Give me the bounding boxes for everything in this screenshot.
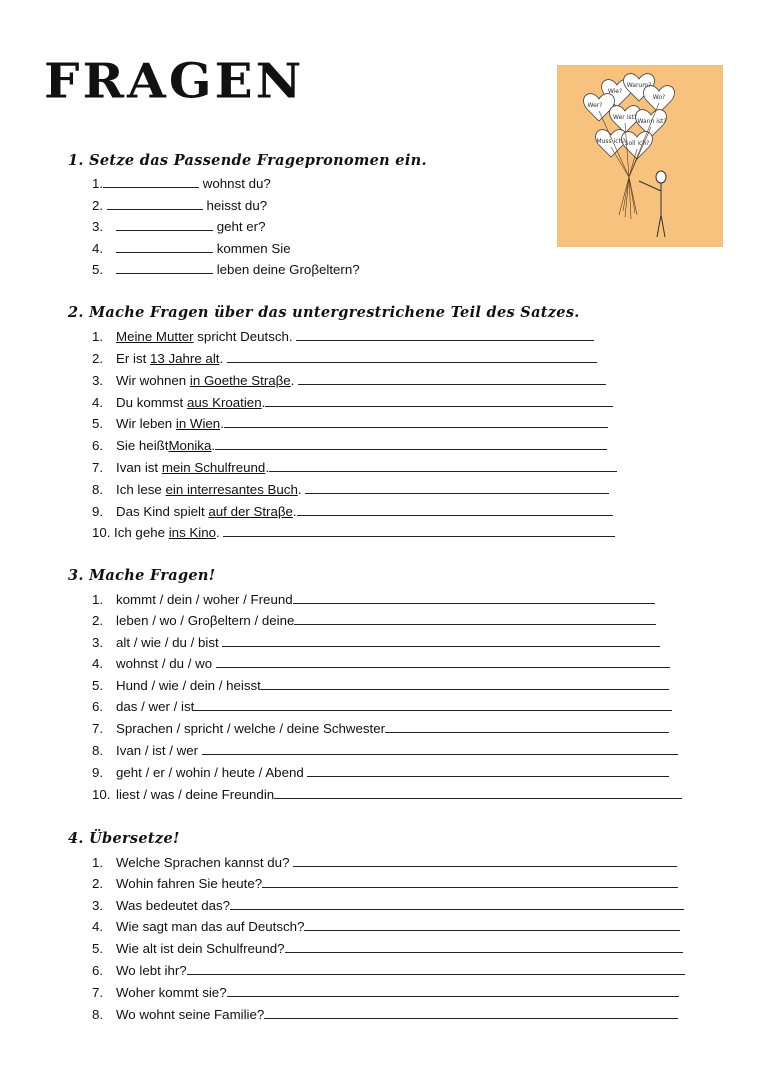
item-text-pre: Du kommst: [116, 395, 187, 410]
answer-blank[interactable]: [305, 480, 609, 494]
item-text: kommt / dein / woher / Freund: [116, 592, 293, 607]
answer-blank[interactable]: [215, 436, 607, 450]
item-text: liest / was / deine Freundin: [116, 787, 275, 802]
answer-blank[interactable]: [194, 697, 672, 711]
item-text-pre: Wir wohnen: [116, 373, 190, 388]
item-text-post: .: [265, 460, 270, 475]
answer-blank[interactable]: [261, 676, 669, 690]
answer-blank[interactable]: [304, 917, 680, 931]
item-number: 7.: [92, 721, 104, 736]
item-text: geht / er / wohin / heute / Abend: [116, 765, 308, 780]
item-number: 7.: [92, 460, 104, 475]
answer-blank[interactable]: [296, 327, 594, 341]
item-text: Hund / wie / dein / heisst: [116, 678, 261, 693]
item-text-post: .: [292, 504, 297, 519]
item-text-post: .: [220, 416, 224, 431]
answer-blank[interactable]: [103, 174, 199, 188]
item-number: 1.: [92, 592, 104, 607]
item-text: Ivan / ist / wer: [116, 743, 202, 758]
item-number: 7.: [92, 985, 104, 1000]
page-title: FRAGEN: [44, 52, 305, 109]
underlined-part: Meine Mutter: [116, 329, 194, 344]
answer-blank[interactable]: [222, 633, 660, 647]
balloon-word: Wer ist?: [613, 114, 637, 121]
item-text: Sprachen / spricht / welche / deine Schwester: [116, 721, 386, 736]
answer-blank[interactable]: [116, 260, 213, 274]
answer-blank[interactable]: [107, 196, 203, 210]
item-text: Was bedeutet das?: [116, 898, 231, 913]
item-text-post: .: [219, 351, 227, 366]
answer-blank[interactable]: [264, 1005, 678, 1019]
item-text: Wohin fahren Sie heute?: [116, 876, 263, 891]
item-number: 1.: [92, 329, 104, 344]
underlined-part: in Goethe Straβe: [189, 373, 291, 388]
balloon-word: Wann ist?: [637, 118, 667, 125]
item-text: Wo lebt ihr?: [116, 963, 187, 978]
item-text: kommen Sie: [213, 241, 291, 256]
answer-blank[interactable]: [307, 763, 669, 777]
balloon-word: Wo?: [652, 94, 666, 101]
item-text: Woher kommt sie?: [116, 985, 227, 1000]
item-number: 5.: [92, 941, 104, 956]
item-text-pre: Das Kind spielt: [116, 504, 209, 519]
underlined-part: mein Schulfreund: [161, 460, 266, 475]
item-number: 8.: [92, 482, 104, 497]
item-number: 4.: [92, 395, 104, 410]
balloon-word: Wie?: [607, 88, 623, 95]
item-number: 10.: [92, 787, 111, 802]
item-text: wohnst / du / wo: [116, 656, 216, 671]
balloon-hearts-drawing: [557, 65, 723, 247]
answer-blank[interactable]: [223, 523, 615, 537]
item-text: wohnst du?: [199, 176, 271, 191]
item-number: 8.: [92, 743, 104, 758]
item-number: 3.: [92, 635, 104, 650]
answer-blank[interactable]: [202, 741, 678, 755]
item-text: Wie alt ist dein Schulfreund?: [116, 941, 285, 956]
item-text-pre: Ivan ist: [116, 460, 162, 475]
underlined-part: ins Kino: [168, 525, 217, 540]
item-number: 1.: [92, 855, 104, 870]
item-text-pre: Sie heißt: [116, 438, 169, 453]
item-number: 3.: [92, 373, 104, 388]
underlined-part: in Wien: [175, 416, 221, 431]
answer-blank[interactable]: [262, 874, 678, 888]
balloon-word: Muss ich?: [596, 138, 626, 145]
answer-blank[interactable]: [265, 393, 613, 407]
item-number: 6.: [92, 963, 104, 978]
item-number: 10.: [92, 525, 111, 540]
item-text: Wo wohnt seine Familie?: [116, 1007, 265, 1022]
balloon-word: Wer?: [587, 102, 603, 109]
section-2-heading: 2. Mache Fragen über das untergrestrichene Teil des Satzes.: [68, 304, 580, 321]
item-number: 2.: [92, 198, 104, 213]
item-text-pre: Wir leben: [116, 416, 176, 431]
item-number: 6.: [92, 699, 104, 714]
answer-blank[interactable]: [293, 853, 677, 867]
item-number: 3.: [92, 219, 104, 234]
answer-blank[interactable]: [230, 896, 684, 910]
item-text-post: .: [261, 395, 266, 410]
item-text: Welche Sprachen kannst du?: [116, 855, 294, 870]
underlined-part: 13 Jahre alt: [149, 351, 220, 366]
item-number: 1.: [92, 176, 104, 191]
item-number: 3.: [92, 898, 104, 913]
underlined-part: ein interresantes Buch: [165, 482, 298, 497]
item-number: 5.: [92, 416, 104, 431]
balloon-word: Soll ich?: [624, 140, 650, 147]
answer-blank[interactable]: [298, 371, 606, 385]
item-text-post: .: [211, 438, 216, 453]
answer-blank[interactable]: [297, 502, 613, 516]
item-text-post: .: [290, 373, 299, 388]
item-number: 4.: [92, 656, 104, 671]
answer-blank[interactable]: [285, 939, 683, 953]
balloon-hearts-illustration: [557, 65, 723, 247]
item-number: 8.: [92, 1007, 104, 1022]
section-1-heading: 1. Setze das Passende Fragepronomen ein.: [68, 152, 427, 169]
item-text: Wie sagt man das auf Deutsch?: [116, 919, 305, 934]
answer-blank[interactable]: [227, 349, 597, 363]
item-number: 9.: [92, 504, 104, 519]
item-text-pre: Ich gehe: [114, 525, 169, 540]
answer-blank[interactable]: [227, 983, 679, 997]
section-4-heading: 4. Übersetze!: [68, 830, 180, 847]
answer-blank[interactable]: [116, 239, 213, 253]
item-text: alt / wie / du / bist: [116, 635, 223, 650]
item-number: 6.: [92, 438, 104, 453]
item-text-pre: Er ist: [116, 351, 150, 366]
answer-blank[interactable]: [274, 785, 682, 799]
item-number: 2.: [92, 613, 104, 628]
item-number: 5.: [92, 262, 104, 277]
underlined-part: Monika: [168, 438, 212, 453]
answer-blank[interactable]: [294, 611, 656, 625]
answer-blank[interactable]: [385, 719, 669, 733]
item-text-post: .: [216, 525, 224, 540]
underlined-part: aus Kroatien: [186, 395, 262, 410]
item-text-post: .: [297, 482, 306, 497]
balloon-word: Warum?: [626, 82, 652, 89]
item-text-post: spricht Deutsch.: [193, 329, 297, 344]
item-text: geht er?: [213, 219, 266, 234]
item-text: leben deine Groβeltern?: [213, 262, 360, 277]
item-number: 9.: [92, 765, 104, 780]
answer-blank[interactable]: [269, 458, 617, 472]
underlined-part: auf der Straβe: [208, 504, 293, 519]
item-text: heisst du?: [202, 198, 268, 213]
item-text: leben / wo / Groβeltern / deine: [116, 613, 295, 628]
answer-blank[interactable]: [187, 961, 685, 975]
item-number: 4.: [92, 919, 104, 934]
answer-blank[interactable]: [216, 654, 670, 668]
item-text-pre: Ich lese: [116, 482, 166, 497]
item-number: 2.: [92, 351, 104, 366]
answer-blank[interactable]: [293, 590, 655, 604]
item-number: 2.: [92, 876, 104, 891]
item-number: 4.: [92, 241, 104, 256]
answer-blank[interactable]: [116, 217, 213, 231]
answer-blank[interactable]: [224, 414, 608, 428]
section-3-heading: 3. Mache Fragen!: [68, 567, 216, 584]
item-text: das / wer / ist: [116, 699, 195, 714]
item-number: 5.: [92, 678, 104, 693]
